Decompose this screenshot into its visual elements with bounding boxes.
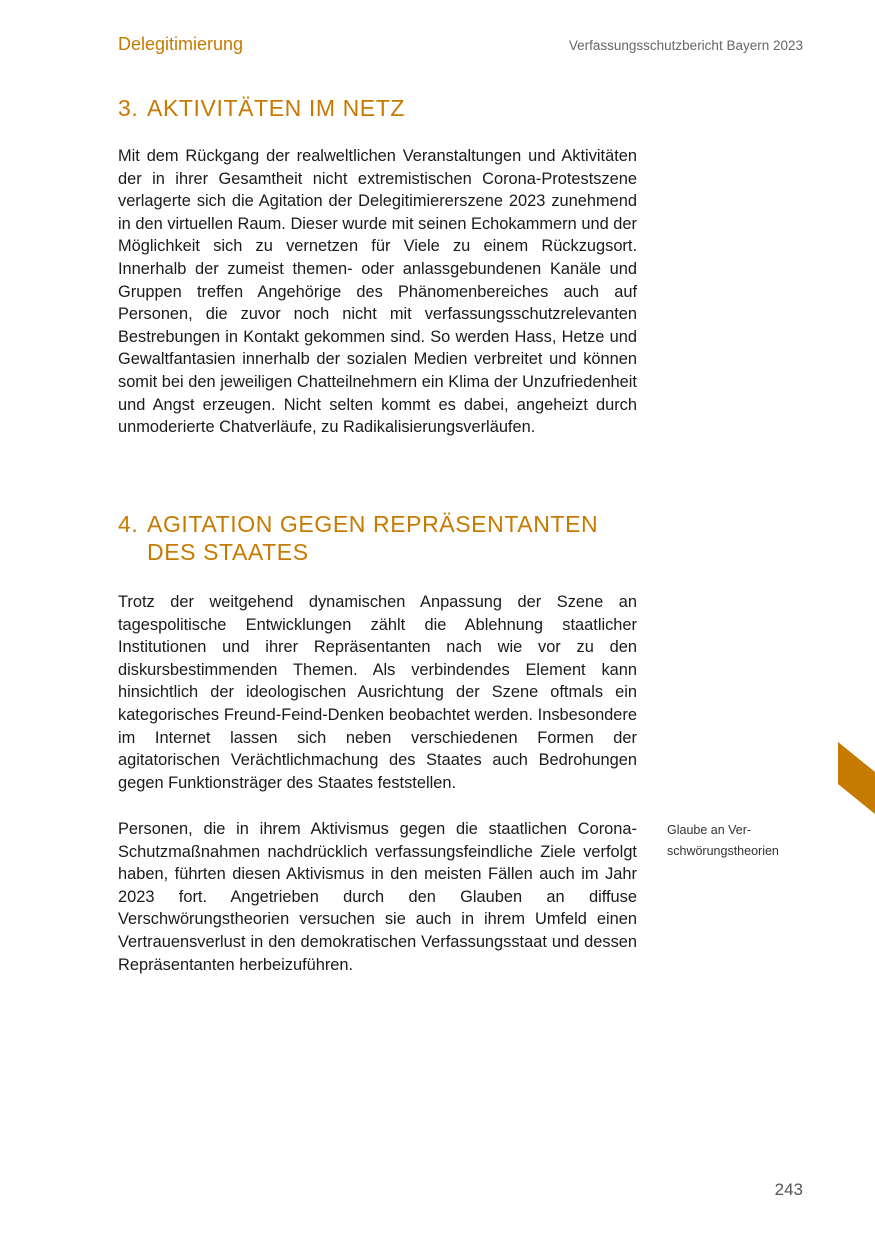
section-4-heading (118, 510, 638, 566)
section-4-title-line2: DES STAATES (147, 539, 309, 565)
section-4-paragraph-1: Trotz der weitgehend dynamischen Anpassung der Szene an tagespolitische Entwicklungen zählt die Ablehnung staatlicher Institutionen und ihrer Repräsentanten nach wie vor zu den diskursbestimmenden Themen. Als verbindendes Element kann hinsichtlich der ideologischen Ausrichtung der Szene oftmals ein kategorisches Freund-Feind-Denken beobachtet werden. Insbesondere im Internet lassen sich neben verschiedenen Formen der agitatorischen Verächtlichmachung des Staates auch Bedrohungen gegen Funktionsträger des Staates feststellen. (118, 593, 637, 792)
section-3-heading (118, 94, 638, 122)
margin-note: Glaube an Verschwörungstheorien (667, 823, 779, 858)
section-4-title-line1: AGITATION GEGEN REPRÄSENTANTEN (147, 511, 599, 537)
header-chapter-title: Delegitimierung (118, 34, 244, 54)
section-3-title: AKTIVITÄTEN IM NETZ (147, 95, 406, 121)
section-3-paragraph: Mit dem Rückgang der realweltlichen Veranstaltungen und Aktivitäten der in ihrer Gesamtheit nicht extremistischen Corona-Protestszene verlagerte sich die Agitation der Delegitimiererszene 2023 zunehmend in den virtuellen Raum. Dieser wurde mit seinen Echokammern und der Möglichkeit sich zu vernetzen für Viele zu einem Rückzugsort. Innerhalb der zumeist themen- oder anlassgebundenen Kanäle und Gruppen treffen Angehörige des Phänomenbereiches auch auf Personen, die zuvor noch nicht mit verfassungsschutzrelevanten Bestrebungen in Kontakt gekommen sind. So werden Hass, Hetze und Gewaltfantasien innerhalb der sozialen Medien verbreitet und können somit bei den jeweiligen Chatteilnehmern ein Klima der Unzufriedenheit und Angst erzeugen. Nicht selten kommt es dabei, angeheizt durch unmoderierte Chatverläufe, zu Radikalisierungsverläufen. (118, 147, 637, 437)
section-3-number: 3. (118, 95, 139, 121)
page-number: 243 (774, 1180, 803, 1199)
section-4-paragraph-2: Personen, die in ihrem Aktivismus gegen die staatlichen Corona-Schutzmaßnahmen nachdrücklich verfassungsfeindliche Ziele verfolgt haben, führten diesen Aktivismus in den meisten Fällen auch im Jahr 2023 fort. Angetrieben durch den Glauben an diffuse Verschwörungstheorien versuchen sie auch in ihrem Umfeld einen Vertrauensverlust in den demokratischen Verfassungsstaat und dessen Repräsentanten herbeizuführen. (118, 820, 637, 974)
section-4-number: 4. (118, 511, 139, 537)
header-report-title: Verfassungsschutzbericht Bayern 2023 (568, 38, 803, 53)
chapter-tab-marker (838, 742, 875, 814)
